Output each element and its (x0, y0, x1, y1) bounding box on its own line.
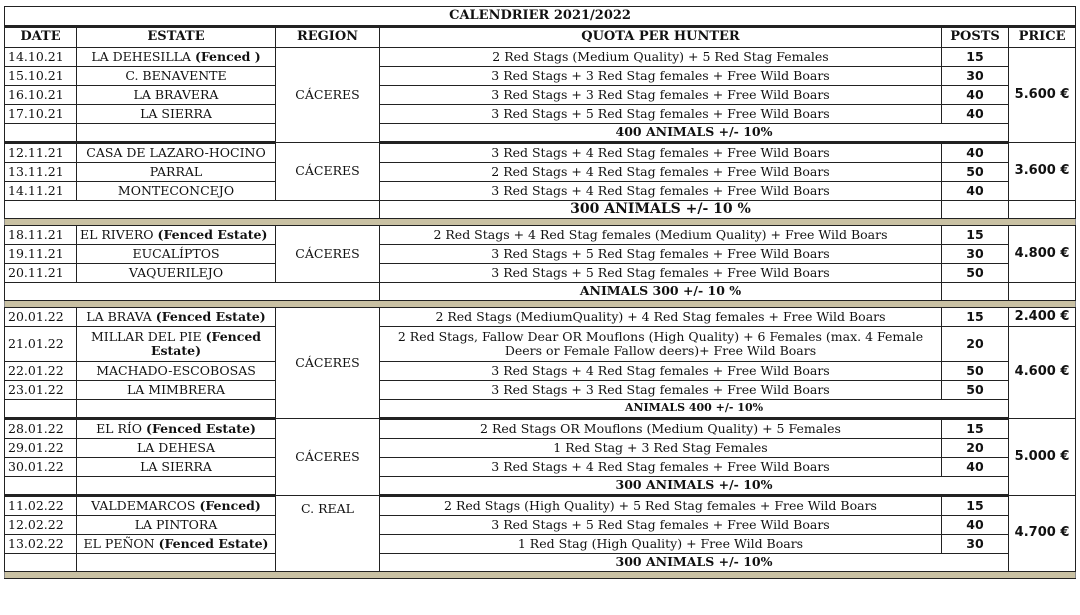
estate-tag: (Fenced (205, 328, 262, 344)
quota-cell: 1 Red Stag (High Quality) + Free Wild Boars (380, 535, 942, 554)
empty-cell (1009, 201, 1076, 219)
empty-cell (942, 201, 1009, 219)
estate-tag: (Fenced Estate) (146, 420, 256, 436)
table-row (5, 535, 1076, 554)
table-row (5, 86, 1076, 105)
estate-cell: VAQUERILEJO (77, 264, 276, 283)
estate-name: VALDEMARCOS (91, 497, 196, 513)
table-row (5, 264, 1076, 283)
region-cell: C. REAL (276, 496, 380, 572)
empty-cell (1009, 283, 1076, 301)
posts-cell: 50 (942, 381, 1009, 400)
price-cell: 4.700 € (1009, 496, 1076, 572)
table-row (5, 458, 1076, 477)
posts-cell: 40 (942, 516, 1009, 535)
price-cell: 4.800 € (1009, 226, 1076, 283)
region-cell: CÁCERES (276, 48, 380, 143)
total-row (5, 554, 1076, 572)
quota-cell: 3 Red Stags + 4 Red Stag females + Free Wild Boars (380, 143, 942, 163)
posts-cell: 30 (942, 535, 1009, 554)
group-separator (5, 572, 1076, 579)
price-cell: 3.600 € (1009, 143, 1076, 201)
region-cell: CÁCERES (276, 419, 380, 496)
date-cell: 13.02.22 (5, 535, 77, 554)
date-cell: 12.11.21 (5, 143, 77, 163)
date-cell: 15.10.21 (5, 67, 77, 86)
posts-cell: 50 (942, 163, 1009, 182)
estate-cell (77, 535, 276, 554)
posts-cell: 15 (942, 226, 1009, 245)
header-row (5, 27, 1076, 48)
empty-cell (5, 201, 380, 219)
table-row (5, 105, 1076, 124)
table-row (5, 163, 1076, 182)
date-cell: 18.11.21 (5, 226, 77, 245)
quota-cell: 1 Red Stag + 3 Red Stag Females (380, 439, 942, 458)
animals-total: 300 ANIMALS +/- 10% (380, 477, 1009, 496)
empty-cell (77, 477, 276, 496)
date-cell: 19.11.21 (5, 245, 77, 264)
table-row (5, 143, 1076, 163)
quota-cell (380, 327, 942, 362)
price-cell: 5.000 € (1009, 419, 1076, 496)
date-cell: 23.01.22 (5, 381, 77, 400)
calendar-table-wrapper (4, 6, 1075, 579)
total-row (5, 477, 1076, 496)
date-cell: 21.01.22 (5, 327, 77, 362)
price-cell: 2.400 € (1009, 308, 1076, 327)
table-row (5, 496, 1076, 516)
date-cell: 22.01.22 (5, 362, 77, 381)
posts-cell: 50 (942, 264, 1009, 283)
quota-cell: 3 Red Stags + 3 Red Stag females + Free Wild Boars (380, 86, 942, 105)
quota-cell: 3 Red Stags + 4 Red Stag females + Free Wild Boars (380, 458, 942, 477)
posts-cell: 15 (942, 496, 1009, 516)
price-cell: 4.600 € (1009, 327, 1076, 419)
estate-cell (77, 308, 276, 327)
quota-cell: 2 Red Stags (High Quality) + 5 Red Stag females + Free Wild Boars (380, 496, 942, 516)
quota-cell: 3 Red Stags + 5 Red Stag females + Free Wild Boars (380, 245, 942, 264)
estate-cell: MONTECONCEJO (77, 182, 276, 201)
posts-cell: 50 (942, 362, 1009, 381)
estate-tag: Estate) (150, 343, 202, 358)
date-cell: 14.10.21 (5, 48, 77, 67)
estate-cell (77, 496, 276, 516)
col-header-date: DATE (5, 27, 77, 48)
total-row (5, 283, 1076, 301)
date-cell: 17.10.21 (5, 105, 77, 124)
separator-band (5, 219, 1076, 226)
table-row (5, 226, 1076, 245)
quota-cell: 3 Red Stags + 5 Red Stag females + Free Wild Boars (380, 105, 942, 124)
table-row (5, 439, 1076, 458)
col-header-estate: ESTATE (77, 27, 276, 48)
quota-cell: 3 Red Stags + 4 Red Stag females + Free Wild Boars (380, 182, 942, 201)
posts-cell: 40 (942, 105, 1009, 124)
animals-total: 300 ANIMALS +/- 10 % (380, 201, 942, 219)
estate-cell: LA SIERRA (77, 458, 276, 477)
animals-total: ANIMALS 400 +/- 10% (380, 400, 1009, 419)
estate-name: EL RIVERO (80, 226, 154, 242)
animals-total: 300 ANIMALS +/- 10% (380, 554, 1009, 572)
quota-cell: 3 Red Stags + 3 Red Stag females + Free Wild Boars (380, 381, 942, 400)
quota-cell: 3 Red Stags + 4 Red Stag females + Free Wild Boars (380, 362, 942, 381)
quota-cell: 2 Red Stags OR Mouflons (Medium Quality) + 5 Females (380, 419, 942, 439)
estate-cell: PARRAL (77, 163, 276, 182)
animals-total: 400 ANIMALS +/- 10% (380, 124, 1009, 143)
estate-name: LA BRAVA (86, 308, 152, 324)
col-header-price: PRICE (1009, 27, 1076, 48)
posts-cell: 15 (942, 48, 1009, 67)
separator-band (5, 301, 1076, 308)
price-cell: 5.600 € (1009, 48, 1076, 143)
col-header-region: REGION (276, 27, 380, 48)
total-row (5, 201, 1076, 219)
posts-cell: 40 (942, 182, 1009, 201)
quota-line: 2 Red Stags, Fallow Dear OR Mouflons (High Quality) + 6 Females (max. 4 Female (397, 328, 924, 344)
table-row (5, 381, 1076, 400)
posts-cell: 30 (942, 67, 1009, 86)
table-row (5, 308, 1076, 327)
quota-cell: 3 Red Stags + 5 Red Stag females + Free Wild Boars (380, 264, 942, 283)
estate-cell: EUCALÍPTOS (77, 245, 276, 264)
empty-cell (5, 283, 380, 301)
date-cell: 28.01.22 (5, 419, 77, 439)
date-cell: 12.02.22 (5, 516, 77, 535)
empty-cell (5, 124, 77, 143)
col-header-posts: POSTS (942, 27, 1009, 48)
quota-cell: 2 Red Stags (MediumQuality) + 4 Red Stag females + Free Wild Boars (380, 308, 942, 327)
estate-cell (77, 327, 276, 362)
separator-band (5, 572, 1076, 579)
region-cell: CÁCERES (276, 143, 380, 201)
estate-name: EL RÍO (96, 420, 143, 436)
estate-cell: CASA DE LAZARO-HOCINO (77, 143, 276, 163)
table-row (5, 67, 1076, 86)
date-cell: 20.01.22 (5, 308, 77, 327)
estate-tag: (Fenced Estate) (158, 535, 269, 551)
empty-cell (5, 554, 77, 572)
date-cell: 20.11.21 (5, 264, 77, 283)
posts-cell: 40 (942, 86, 1009, 105)
calendar-table (4, 6, 1076, 579)
posts-cell: 40 (942, 458, 1009, 477)
estate-tag: (Fenced Estate) (155, 308, 266, 324)
group-separator (5, 219, 1076, 226)
title-row (5, 7, 1076, 27)
quota-cell: 2 Red Stags + 4 Red Stag females (Medium Quality) + Free Wild Boars (380, 226, 942, 245)
date-cell: 16.10.21 (5, 86, 77, 105)
table-title: CALENDRIER 2021/2022 (5, 7, 1076, 27)
table-row (5, 245, 1076, 264)
empty-cell (5, 477, 77, 496)
animals-total: ANIMALS 300 +/- 10 % (380, 283, 942, 301)
estate-cell: MACHADO-ESCOBOSAS (77, 362, 276, 381)
quota-cell: 3 Red Stags + 3 Red Stag females + Free Wild Boars (380, 67, 942, 86)
date-cell: 29.01.22 (5, 439, 77, 458)
estate-name: EL PEÑON (83, 535, 155, 551)
quota-cell: 3 Red Stags + 5 Red Stag females + Free Wild Boars (380, 516, 942, 535)
region-cell: CÁCERES (276, 226, 380, 283)
table-row (5, 419, 1076, 439)
estate-cell: LA DEHESA (77, 439, 276, 458)
date-cell: 11.02.22 (5, 496, 77, 516)
date-cell: 14.11.21 (5, 182, 77, 201)
estate-name: LA DEHESILLA (91, 48, 191, 64)
empty-cell (942, 283, 1009, 301)
estate-cell (77, 48, 276, 67)
estate-tag: (Fenced Estate) (157, 226, 268, 242)
estate-cell: LA SIERRA (77, 105, 276, 124)
estate-tag: (Fenced) (199, 497, 261, 513)
empty-cell (5, 400, 77, 419)
quota-line: Deers or Female Fallow deers)+ Free Wild Boars (504, 343, 817, 358)
date-cell: 30.01.22 (5, 458, 77, 477)
estate-cell: C. BENAVENTE (77, 67, 276, 86)
table-row (5, 362, 1076, 381)
quota-cell: 2 Red Stags + 4 Red Stag females + Free Wild Boars (380, 163, 942, 182)
posts-cell: 40 (942, 143, 1009, 163)
quota-cell: 2 Red Stags (Medium Quality) + 5 Red Stag Females (380, 48, 942, 67)
posts-cell: 15 (942, 419, 1009, 439)
table-row (5, 48, 1076, 67)
posts-cell: 20 (942, 327, 1009, 362)
posts-cell: 30 (942, 245, 1009, 264)
estate-cell: LA MIMBRERA (77, 381, 276, 400)
estate-name: MILLAR DEL PIE (90, 328, 202, 344)
estate-tag: (Fenced ) (194, 48, 261, 64)
col-header-quota: QUOTA PER HUNTER (380, 27, 942, 48)
table-row (5, 516, 1076, 535)
table-row (5, 182, 1076, 201)
estate-cell (77, 419, 276, 439)
date-cell: 13.11.21 (5, 163, 77, 182)
total-row (5, 124, 1076, 143)
empty-cell (77, 554, 276, 572)
estate-cell (77, 226, 276, 245)
region-cell: CÁCERES (276, 308, 380, 419)
empty-cell (77, 400, 276, 419)
empty-cell (77, 124, 276, 143)
posts-cell: 20 (942, 439, 1009, 458)
estate-cell: LA PINTORA (77, 516, 276, 535)
group-separator (5, 301, 1076, 308)
posts-cell: 15 (942, 308, 1009, 327)
total-row (5, 400, 1076, 419)
estate-cell: LA BRAVERA (77, 86, 276, 105)
table-row (5, 327, 1076, 362)
